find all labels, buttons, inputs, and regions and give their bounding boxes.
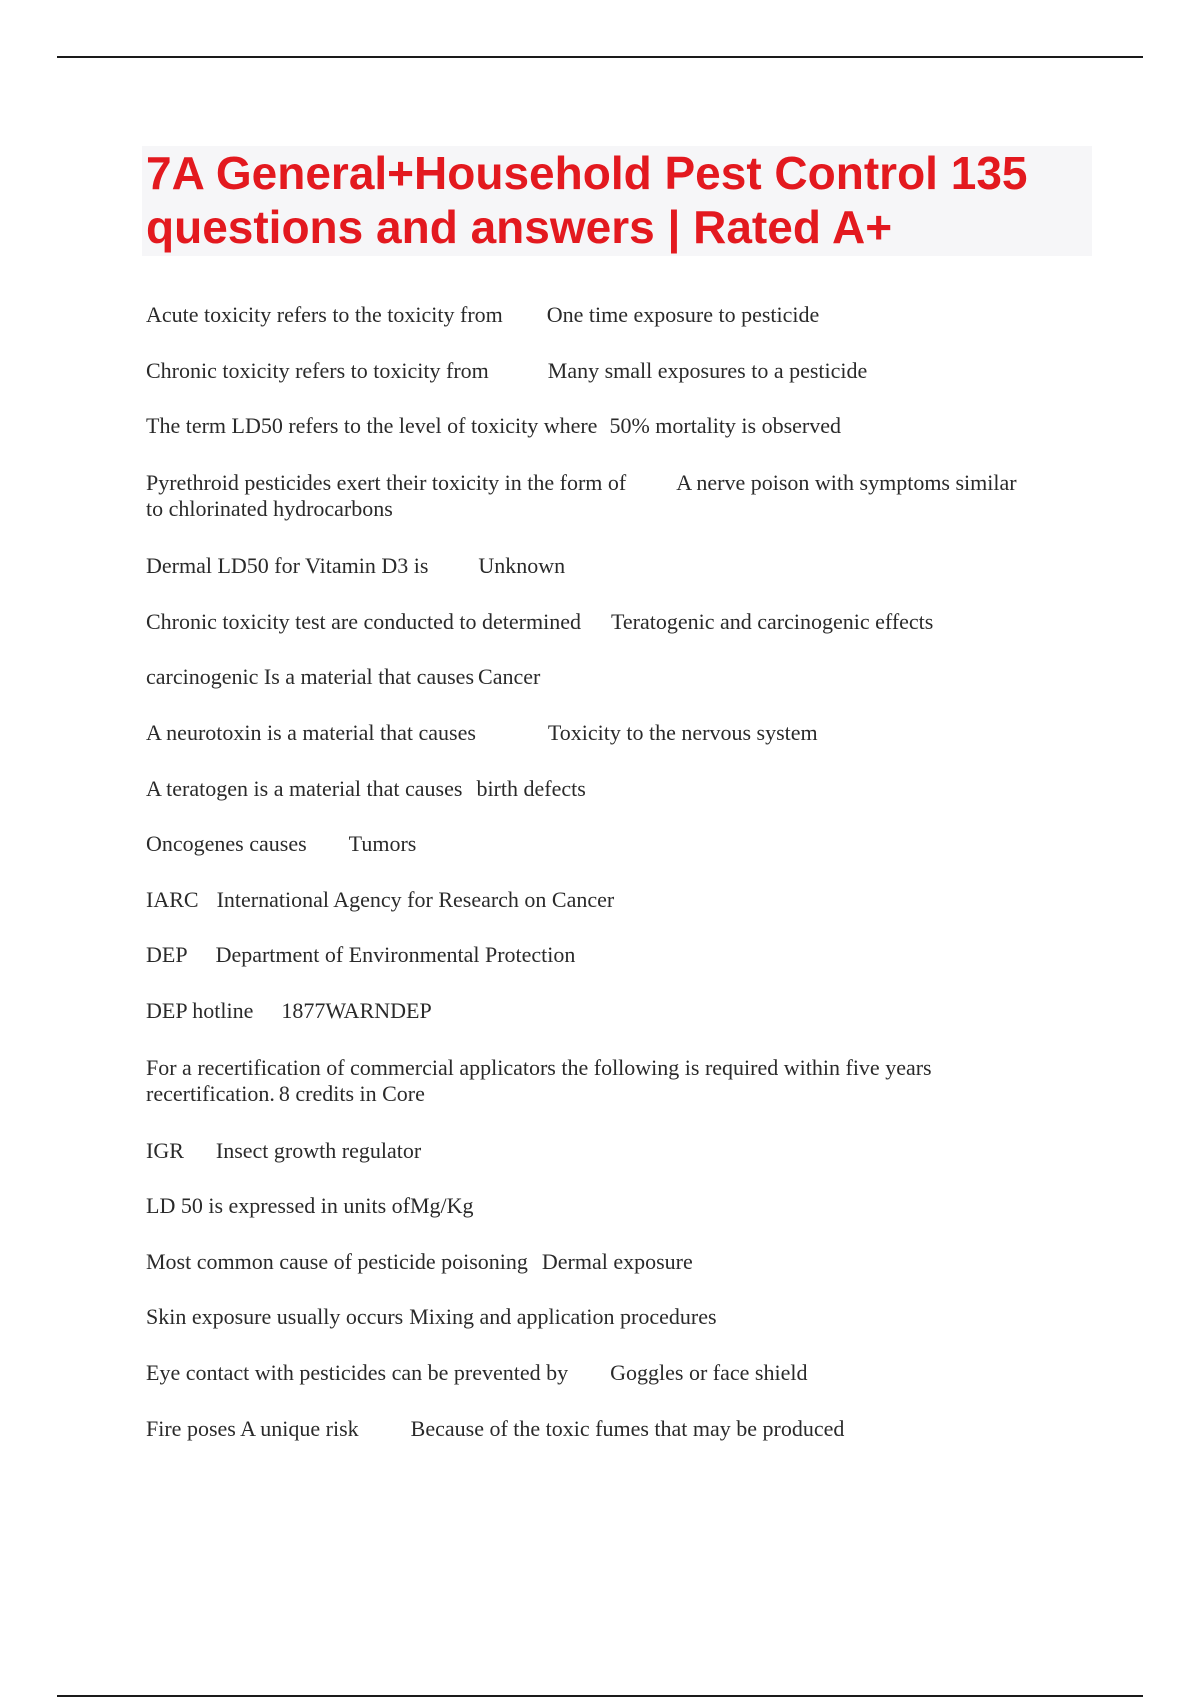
question: Chronic toxicity refers to toxicity from	[146, 358, 489, 383]
answer: One time exposure to pesticide	[546, 302, 820, 327]
qa-item	[146, 1304, 1046, 1330]
answer: birth defects	[476, 776, 586, 801]
answer: Insect growth regulator	[215, 1138, 422, 1163]
qa-item	[146, 831, 1046, 857]
qa-item	[146, 1055, 1026, 1107]
document-title: 7A General+Household Pest Control 135 questions and answers | Rated A+	[146, 147, 1028, 253]
answer: Because of the toxic fumes that may be produced	[410, 1416, 845, 1441]
qa-item	[146, 887, 1046, 913]
answer: Mg/Kg	[409, 1193, 474, 1218]
answer: Teratogenic and carcinogenic effects	[610, 609, 934, 634]
answer: Toxicity to the nervous system	[547, 720, 818, 745]
qa-item	[146, 1249, 1046, 1275]
answer: Tumors	[348, 831, 417, 856]
answer: 8 credits in Core	[278, 1081, 425, 1106]
question: IARC	[146, 887, 199, 912]
question: A teratogen is a material that causes	[146, 776, 463, 801]
question: IGR	[146, 1138, 184, 1163]
qa-item	[146, 302, 1046, 328]
answer: Dermal exposure	[541, 1249, 693, 1274]
question: Chronic toxicity test are conducted to determined	[146, 609, 581, 634]
question: Pyrethroid pesticides exert their toxicity in the form of	[146, 470, 627, 495]
answer: 50% mortality is observed	[609, 413, 842, 438]
question: DEP hotline	[146, 998, 254, 1023]
bottom-divider	[57, 1695, 1143, 1697]
qa-item	[146, 1360, 1046, 1386]
question: carcinogenic Is a material that causes	[146, 664, 475, 689]
question: Skin exposure usually occurs	[146, 1304, 404, 1329]
answer: Many small exposures to a pesticide	[547, 358, 868, 383]
answer: Unknown	[478, 553, 566, 578]
question: The term LD50 refers to the level of toxicity where	[146, 413, 598, 438]
top-divider	[57, 56, 1143, 58]
question: A neurotoxin is a material that causes	[146, 720, 476, 745]
question: Acute toxicity refers to the toxicity from	[146, 302, 503, 327]
answer: Cancer	[478, 664, 541, 689]
qa-item	[146, 1193, 1046, 1219]
qa-item	[146, 998, 1046, 1024]
qa-item	[146, 776, 1046, 802]
qa-item	[146, 358, 1046, 384]
answer: Department of Environmental Protection	[215, 942, 576, 967]
qa-item	[146, 1416, 1046, 1442]
question: LD 50 is expressed in units of	[146, 1193, 410, 1218]
answer: A nerve poison with symptoms similar to chlorinated hydrocarbons	[146, 470, 1017, 521]
answer: Mixing and application procedures	[409, 1304, 717, 1329]
question: Dermal LD50 for Vitamin D3 is	[146, 553, 429, 578]
answer: Goggles or face shield	[610, 1360, 808, 1385]
qa-item	[146, 664, 1046, 690]
answer: International Agency for Research on Cancer	[216, 887, 615, 912]
question: Most common cause of pesticide poisoning	[146, 1249, 528, 1274]
question: DEP	[146, 942, 188, 967]
question: Fire poses A unique risk	[146, 1416, 359, 1441]
qa-item	[146, 942, 1046, 968]
qa-item	[146, 470, 1026, 522]
qa-item	[146, 553, 1046, 579]
qa-item	[146, 720, 1046, 746]
question: Eye contact with pesticides can be prevented by	[146, 1360, 569, 1385]
question: Oncogenes causes	[146, 831, 307, 856]
qa-item	[146, 609, 1046, 635]
qa-item	[146, 413, 1046, 439]
answer: 1877WARNDEP	[281, 998, 432, 1023]
qa-item	[146, 1138, 1046, 1164]
question: For a recertification of commercial applicators the following is required within five years recertification.	[146, 1055, 932, 1106]
